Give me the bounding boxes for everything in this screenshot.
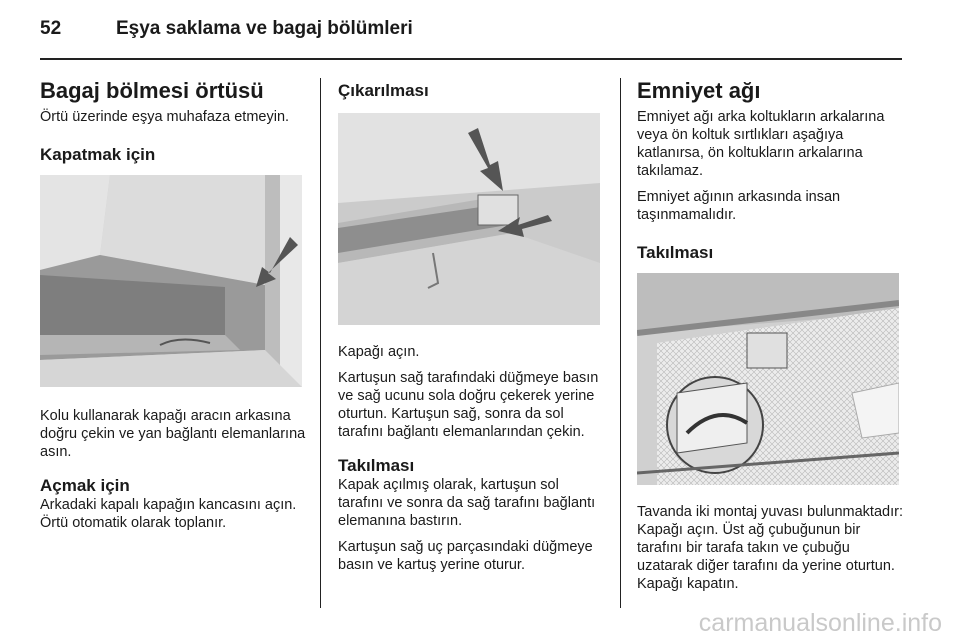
section-heading-safety-net: Emniyet ağı	[637, 78, 761, 103]
site-watermark: carmanualsonline.info	[698, 609, 942, 637]
page-number: 52	[40, 18, 62, 39]
subheading-removal: Çıkarılması	[338, 81, 429, 100]
open-instructions: Arkadaki kapalı kapağın kancasını açın. Örtü otomatik olarak toplanır.	[40, 497, 297, 531]
subheading-install-cover: Takılması	[338, 456, 415, 475]
subheading-close: Kapatmak için	[40, 145, 156, 164]
figure-removal	[338, 113, 600, 325]
column-divider-2	[620, 78, 621, 608]
column-3	[637, 78, 905, 601]
column-2	[338, 78, 606, 582]
safety-net-para-1: Emniyet ağı arka koltukların arkalarına veya ön koltuk sırtlıkları aşağıya katlanırsa, ön koltukların arkalarına takılamaz.	[637, 109, 885, 179]
close-instructions: Kolu kullanarak kapağı aracın arkasına doğru çekin ve yan bağlantı elemanlarına asın.	[40, 408, 306, 460]
figure-safety-net	[637, 273, 899, 485]
install-net-instructions: Tavanda iki montaj yuvası bulunmaktadır: Kapağı açın. Üst ağ çubuğunun bir tarafını bir tarafa takın ve çubuğu uzatarak diğer tarafını da yerine oturtun. Kapağı kapatın.	[637, 504, 903, 592]
column-1	[40, 78, 308, 540]
safety-net-para-2: Emniyet ağının arkasında insan taşınmamalıdır.	[637, 189, 841, 223]
install-cover-step-2: Kartuşun sağ uç parçasındaki düğmeye basın ve kartuş yerine oturur.	[338, 539, 593, 573]
install-cover-step-1: Kapak açılmış olarak, kartuşun sol tarafını ve sonra da sağ tarafını bağlantı elemanına bastırın.	[338, 477, 596, 529]
subheading-install-net: Takılması	[637, 243, 714, 262]
cover-intro: Örtü üzerinde eşya muhafaza etmeyin.	[40, 109, 290, 125]
section-heading-cover: Bagaj bölmesi örtüsü	[40, 78, 264, 103]
page-header	[40, 14, 900, 54]
figure-close-cover	[40, 175, 302, 387]
removal-step-1: Kapağı açın.	[338, 344, 420, 360]
chapter-title: Eşya saklama ve bagaj bölümleri	[116, 18, 413, 39]
header-rule	[40, 58, 902, 60]
subheading-open: Açmak için	[40, 476, 130, 495]
column-divider-1	[320, 78, 321, 608]
removal-step-2: Kartuşun sağ tarafındaki düğmeye basın ve sağ ucunu sola doğru çekerek yerine oturtun. Kartuşun sağ, sonra da sol tarafını bağlantı elemanlarından çekin.	[338, 370, 599, 440]
